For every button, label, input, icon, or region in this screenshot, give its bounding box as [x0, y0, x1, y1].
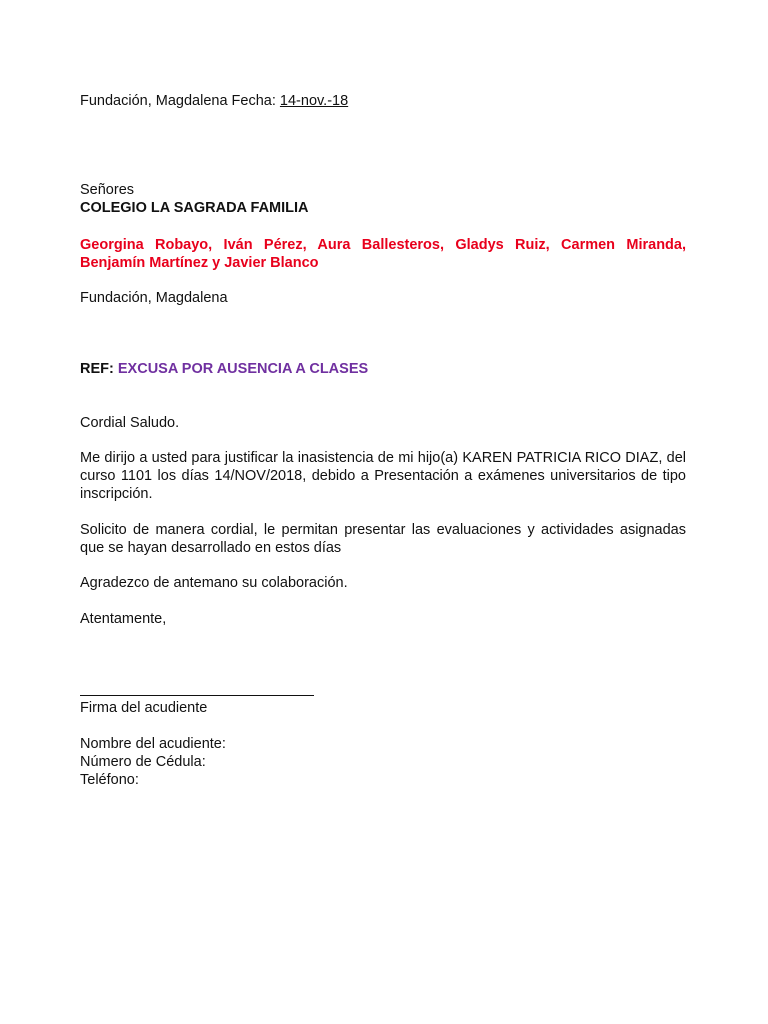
reference-label: REF: — [80, 361, 114, 377]
recipient-city: Fundación, Magdalena — [80, 290, 228, 306]
closing-line: Atentamente, — [80, 611, 167, 627]
body-paragraph-1: Me dirijo a usted para justificar la inasistencia de mi hijo(a) KAREN PATRICIA RICO DIAZ, del curso 1101 los días 14/NOV/2018, debido a Presentación a exámenes universitarios de tipo inscripción. — [80, 450, 686, 502]
thanks-line: Agradezco de antemano su colaboración. — [80, 575, 348, 591]
place-date-label: Fundación, Magdalena Fecha: — [80, 93, 276, 109]
reference-subject: EXCUSA POR AUSENCIA A CLASES — [117, 361, 369, 377]
date-line — [80, 92, 686, 110]
salutation: Señores — [80, 182, 135, 198]
institution-name: COLEGIO LA SAGRADA FAMILIA — [80, 200, 309, 216]
body-paragraph-2: Solicito de manera cordial, le permitan presentar las evaluaciones y actividades asignadas que se hayan desarrollado en estos días — [80, 522, 686, 556]
guardian-name-label: Nombre del acudiente: — [80, 736, 226, 752]
recipient-names: Georgina Robayo, Iván Pérez, Aura Ballesteros, Gladys Ruiz, Carmen Miranda, Benjamín Martínez y Javier Blanco — [80, 237, 686, 271]
greeting: Cordial Saludo. — [80, 415, 180, 431]
reference-line — [80, 360, 686, 378]
phone-label: Teléfono: — [80, 772, 139, 788]
signature-label: Firma del acudiente — [80, 700, 208, 716]
signature-line — [80, 695, 314, 696]
id-number-label: Número de Cédula: — [80, 754, 206, 770]
letter-date: 14-nov.-18 — [279, 93, 349, 109]
